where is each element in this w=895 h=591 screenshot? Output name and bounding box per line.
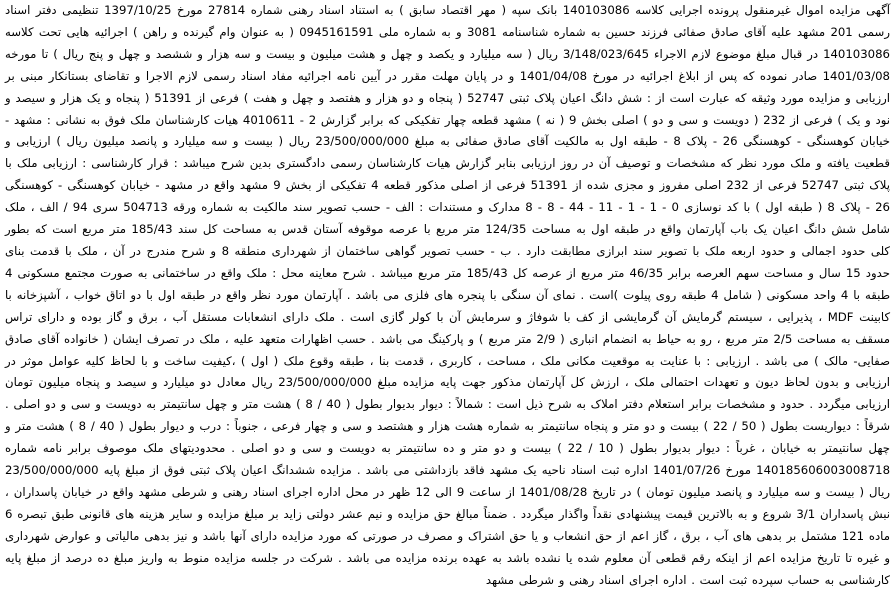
notice-body-text: آگهی مزایده اموال غیرمنقول پرونده اجرایی کلاسه 140103086 بانک سپه ( مهر اقتصاد سابق ) به استناد اسناد رهنی شماره 27814 مورخ 1397/10/25 تنظیمی دفتر اسناد رسمی 201 مشهد علیه آقای صادق صفائی فرزند حسین به شماره شناسنامه 3081 و به شماره ملی 0945161591 ( به عنوان وام گیرنده و راهن ) اجرائیه هایی تحت کلاسه 140103086 در قبال مبلغ موضوع لازم الاجراء 3/148/023/645 ریال ( سه میلیارد و یکصد و چهل و هشت میلیون و بیست و سه هزار و ششصد و چهل و پنج ریال ) تا مورخه 1401/03/08 صادر نموده که پس از ابلاغ اجرائیه در مورخ 1401/04/08 و در پایان مهلت مقرر در آیین نامه اجرائیه مفاد اسناد رسمی لازم الاجرا و تقاضای بستانکار مبنی بر ارزیابی و مزایده مورد وثیقه که عبارت است از : شش دانگ اعیان پلاک ثبتی 52747 ( پنجاه و دو هزار و هفتصد و چهل و هفت ) فرعی از 51391 ( پنجاه و یک هزار و سیصد و نود و یک ) فرعی از 232 ( دویست و سی و دو ) اصلی بخش 9 ( نه ) مشهد قطعه چهار تفکیکی که برابر گزارش 2 - 4010611 هیات کارشناسان ملک فوق به نشانی : مشهد - خیابان کوهسنگی - کوهسنگی 26 - پلاک 8 - طبقه اول به مالکیت آقای صادق صفائی به مبلغ 23/500/000/000 ریال ( بیست و سه میلیارد و پانصد میلیون ریال ) ارزیابی و قطعیت یافته و ملک مورد نظر که مشخصات و توصیف آن در روز ارزیابی بنابر گزارش هیات کارشناسان رسمی دادگستری بدین شرح میباشد : قرار کارشناسی : ارزیابی ملک با پلاک ثبتی 52747 فرعی از 232 اصلی مفروز و مجزی شده از 51391 فرعی از اصلی مذکور قطعه 4 تفکیکی از بخش 9 مشهد واقع در مشهد - خیابان کوهسنگی - کوهسنگی 26 - پلاک 8 ( طبقه اول ) با کد نوسازی 0 - 1 - 1 - 11 - 44 - 8 - 8 مدارک و مستندات : الف - حسب تصویر سند مالکیت به شماره ورقه 504713 سری 94 / الف ، ملک شامل شش دانگ اعیان یک باب آپارتمان واقع در طبقه اول به مساحت 124/35 متر مربع با عرصه موقوفه آستان قدس به مساحت کل سند 185/43 متر مربع است که بطور کلی حدود اجمالی و حدود اربعه ملک با تصویر سند ابرازی مطابقت دارد . ب - حسب تصویر گواهی ساختمان از شهرداری منطقه 8 و شرح مندرج در آن ، ملک با قدمت بنای حدود 15 سال و مساحت سهم العرصه برابر 46/35 متر مربع از عرصه کل 185/43 متر مربع میباشد . شرح معاینه محل : ملک واقع در ساختمانی به صورت مجتمع مسکونی 4 طبقه با 4 واحد مسکونی ( شامل 4 طبقه روی پیلوت )است . نمای آن سنگی با پنجره های فلزی می باشد . آپارتمان مورد نظر واقع در طبقه اول با دو اتاق خواب ، آشپزخانه با کابینت MDF ، پذیرایی ، سیستم گرمایش آن گرمایشی از کف با شوفاژ و سرمایش آن با کولر گازی است . ملک دارای انشعابات مستقل آب ، برق و گاز بوده و دارای تراس مسقف به مساحت 2/5 متر مربع ، رو به حیاط به انضمام انباری ( 2/9 متر مربع ) و پارکینگ می باشد . حسب اظهارات متعهد علیه ، ملک در تصرف ایشان ( خانواده آقای صادق صفایی- مالک ) می باشد . ارزیابی : با عنایت به موقعیت مکانی ملک ، مساحت ، کاربری ، قدمت بنا ، طبقه وقوع ملک ( اول ) ،کیفیت ساخت و با لحاظ کلیه عوامل موثر در ارزیابی و بدون لحاظ دیون و تعهدات احتمالی ملک ، ارزش کل آپارتمان مذکور جهت پایه مزایده مبلغ 23/500/000/000 ریال معادل دو میلیارد و سیصد و پنجاه میلیون تومان ارزیابی میگردد . حدود و مشخصات برابر استعلام دفتر املاک به شرح ذیل است : شمالاً : دیوار بدیوار بطول ( 40 / 8 ) هشت متر و چهل سانتیمتر به دویست و سی و دو اصلی . شرقاً : دیواریست بطول ( 50 / 22 ) بیست و دو متر و پنجاه سانتیمتر به شماره هشت هزار و هشتصد و سی و چهار فرعی ، جنوباً : درب و دیوار بطول ( 40 / 8 ) هشت متر و چهل سانتیمتر به خیابان ، غرباً : دیوار بدیوار بطول ( 10 / 22 ) بیست و دو متر و ده سانتیمتر به دویست و سی و دو اصلی . محدودیتهای ملک موصوف برابر نامه شماره 140185606003008718 مورخ 1401/07/26 اداره ثبت اسناد ناحیه یک مشهد فاقد بازداشتی می باشد . مزایده ششدانگ اعیان پلاک ثبتی فوق از مبلغ پایه 23/500/000/000 ریال ( بیست و سه میلیارد و پانصد میلیون تومان ) در تاریخ 1401/08/28 از ساعت 9 الی 12 ظهر در محل اداره اجرای اسناد رهنی و شرطی مشهد واقع در خیابان پاسداران ، نبش پاسداران 3/1 شروع و به بالاترین قیمت پیشنهادی نقداً واگذار میگردد . ضمناً مبالغ حق مزایده و نیم عشر دولتی زاید بر مبلغ مزایده و سایر هزینه های قانونی طبق تبصره 6 ماده 121 مشتمل بر بدهی های آب ، برق ، گاز اعم از حق انشعاب و یا حق اشتراک و مصرف در صورتی که مورد مزایده دارای آنها باشد و نیز بدهی مالیاتی و عوارض شهرداری و غیره تا تاریخ مزایده اعم از اینکه رقم قطعی آن معلوم شده یا نشده باشد به عهده برنده مزایده می باشد . شرکت در جلسه مزایده منوط به واریز مبلغ ده درصد از مبلغ پایه کارشناسی به حساب سپرده ثبت است . اداره اجرای اسناد رهنی و شرطی مشهد <box>5 3 891 587</box>
auction-notice <box>5 0 891 587</box>
